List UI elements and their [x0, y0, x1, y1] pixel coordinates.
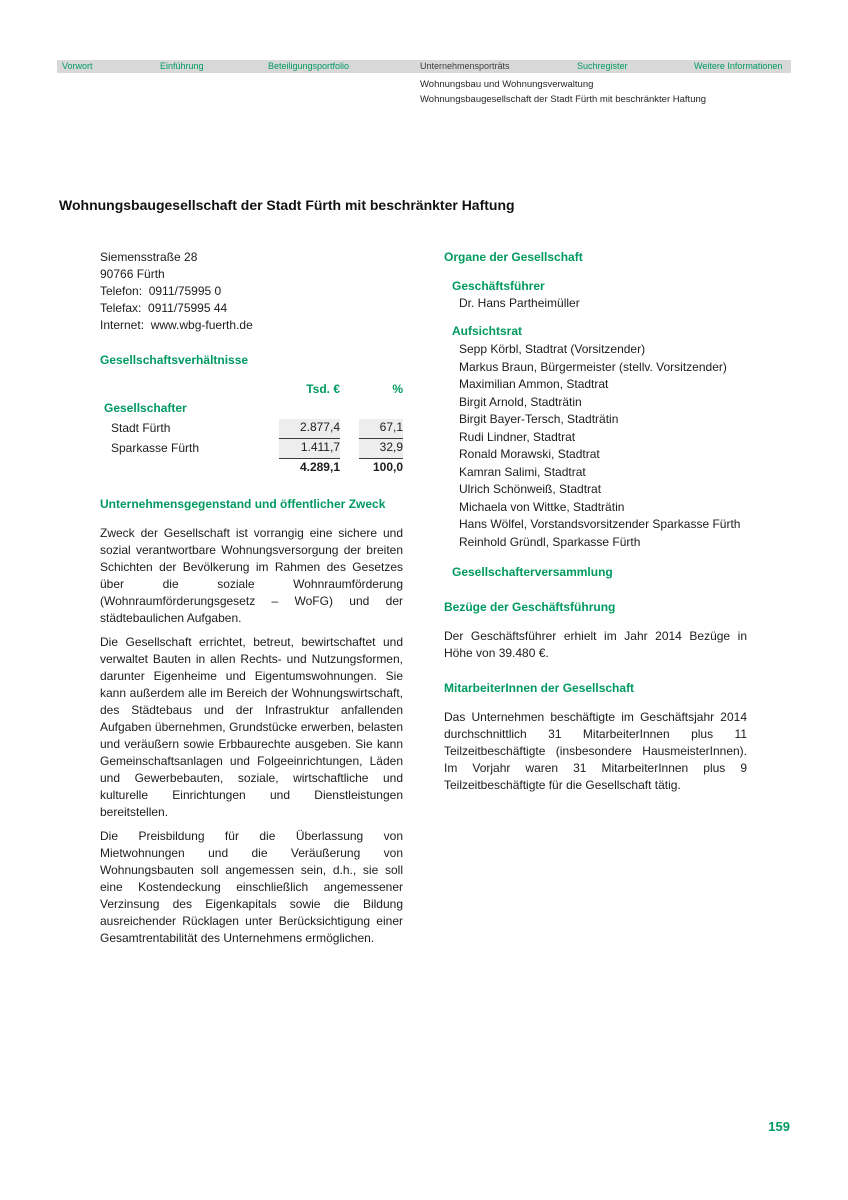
total-value: 4.289,1 — [299, 460, 340, 474]
ownership-group-row — [100, 400, 403, 419]
subheading-geschaeftsfuehrer: Geschäftsführer — [452, 279, 545, 293]
breadcrumb-line-chapter: Wohnungsbau und Wohnungsverwaltung — [420, 79, 594, 90]
ownership-table — [100, 381, 403, 478]
content-columns — [100, 249, 747, 954]
board-member: Ulrich Schönweiß, Stadtrat — [459, 482, 602, 496]
address-line-telefon: Telefon: 0911/75995 0 — [100, 284, 222, 298]
address-line-telefax: Telefax: 0911/75995 44 — [100, 301, 228, 315]
purpose-paragraph-1: Zweck der Gesellschaft ist vorrangig eine sichere und sozial verantwortbare Wohnungsversorgung der breiten Schichten der Bevölkerung im Rahmen des Gesetzes über die soziale Wohnraumförderung (Wohnraumförderungsgesetz – WoFG) und der städtebaulichen Aufgaben. — [100, 526, 403, 625]
breadcrumb — [420, 77, 706, 107]
board-member: Sepp Körbl, Stadtrat (Vorsitzender) — [459, 342, 646, 356]
managing-director-name: Dr. Hans Partheimüller — [459, 296, 580, 310]
address-line-internet — [100, 317, 403, 334]
address-line-city: 90766 Fürth — [100, 267, 165, 281]
website-link[interactable]: www.wbg-fuerth.de — [150, 318, 253, 332]
breadcrumb-line-company: Wohnungsbaugesellschaft der Stadt Fürth mit beschränkter Haftung — [420, 94, 707, 105]
page-number: 159 — [768, 1119, 790, 1134]
right-column — [444, 249, 747, 954]
section-heading-remuneration: Bezüge der Geschäftsführung — [444, 600, 616, 614]
board-member: Hans Wölfel, Vorstandsvorsitzender Sparkasse Fürth — [459, 517, 741, 531]
shareholder-name: Stadt Fürth — [111, 420, 171, 435]
board-member: Maximilian Ammon, Stadtrat — [459, 377, 609, 391]
purpose-paragraph-2: Die Gesellschaft errichtet, betreut, bewirtschaftet und verwaltet Bauten in allen Rechts- und Nutzungsformen, darunter Eigenheime und Eigentumswohnungen. Sie kann außerdem alle im Bereich der Wohnungswirtschaft, des Städtebaus und der Infrastruktur anfallenden Aufgaben übernehmen, Grundstücke erwerben, belasten und veräußern sowie Erbbaurechte ausgeben. Sie kann Gemeinschaftsanlagen und Folgeeinrichtungen, Läden und Gewerbebauten, soziale, wirtschaftliche und kulturelle Einrichtungen und Dienstleistungen bereitstellen. — [100, 635, 403, 819]
chapter-navbar — [57, 60, 791, 73]
purpose-paragraph-3: Die Preisbildung für die Überlassung von Mietwohnungen und die Veräußerung von Wohnungsbauten soll angemessen sein, d.h., sie soll eine Kostendeckung einschließlich angemessener Verzinsung des Eigenkapitals sowie die Bildung ausreichender Rücklagen unter Berücksichtigung einer Gesamtrentabilität des Unternehmens ermöglichen. — [100, 829, 403, 945]
shareholder-row-stadt-fuerth — [100, 419, 403, 439]
subheading-gesellschafterversammlung: Gesellschafterversammlung — [452, 565, 613, 579]
section-heading-employees: MitarbeiterInnen der Gesellschaft — [444, 681, 635, 695]
col-header-tsd: Tsd. € — [306, 382, 340, 396]
subheading-aufsichtsrat: Aufsichtsrat — [452, 324, 523, 338]
section-heading-organs: Organe der Gesellschaft — [444, 250, 583, 264]
ownership-total-row — [100, 459, 403, 479]
shareholder-row-sparkasse-fuerth — [100, 439, 403, 459]
left-column — [100, 249, 403, 954]
nav-item-vorwort[interactable]: Vorwort — [62, 61, 93, 71]
nav-item-suchregister[interactable]: Suchregister — [577, 61, 628, 71]
row-header-gesellschafter: Gesellschafter — [104, 401, 187, 415]
shareholder-percent: 32,9 — [359, 439, 403, 459]
nav-item-einfuehrung[interactable]: Einführung — [160, 61, 204, 71]
board-member: Birgit Bayer-Tersch, Stadträtin — [459, 412, 619, 426]
company-address — [100, 249, 403, 334]
board-member: Rudi Lindner, Stadtrat — [459, 429, 576, 444]
col-header-percent: % — [392, 382, 403, 396]
ownership-header-row — [100, 381, 403, 400]
remuneration-text: Der Geschäftsführer erhielt im Jahr 2014 Bezüge in Höhe von 39.480 €. — [444, 629, 747, 660]
section-heading-ownership: Gesellschaftsverhältnisse — [100, 353, 249, 367]
shareholder-percent: 67,1 — [359, 419, 403, 439]
total-percent: 100,0 — [372, 460, 403, 474]
employees-text: Das Unternehmen beschäftigte im Geschäftsjahr 2014 durchschnittlich 31 MitarbeiterInnen plus 11 Teilzeitbeschäftigte (insbesondere HausmeisterInnen). Im Vorjahr waren 31 MitarbeiterInnen plus 9 Teilzeitbeschäftigte für die Gesellschaft tätig. — [444, 710, 747, 792]
shareholder-value: 1.411,7 — [279, 439, 340, 459]
page-title: Wohnungsbaugesellschaft der Stadt Fürth mit beschränkter Haftung — [59, 197, 515, 213]
board-member: Markus Braun, Bürgermeister (stellv. Vorsitzender) — [459, 359, 727, 374]
board-member: Michaela von Wittke, Stadträtin — [459, 499, 625, 514]
nav-item-weitere-informationen[interactable]: Weitere Informationen — [694, 61, 783, 71]
supervisory-board-list — [459, 341, 747, 551]
board-member: Kamran Salimi, Stadtrat — [459, 464, 586, 479]
address-line-street: Siemensstraße 28 — [100, 250, 198, 264]
nav-item-beteiligungsportfolio[interactable]: Beteiligungsportfolio — [268, 61, 350, 71]
nav-item-unternehmensportraets[interactable]: Unternehmensporträts — [420, 61, 510, 71]
board-member: Ronald Morawski, Stadtrat — [459, 447, 600, 461]
board-member: Birgit Arnold, Stadträtin — [459, 394, 582, 409]
section-heading-purpose: Unternehmensgegenstand und öffentlicher Zweck — [100, 497, 386, 511]
shareholder-name: Sparkasse Fürth — [111, 440, 200, 455]
shareholder-value: 2.877,4 — [279, 419, 340, 439]
internet-label: Internet: — [100, 318, 151, 332]
board-member: Reinhold Gründl, Sparkasse Fürth — [459, 534, 641, 549]
